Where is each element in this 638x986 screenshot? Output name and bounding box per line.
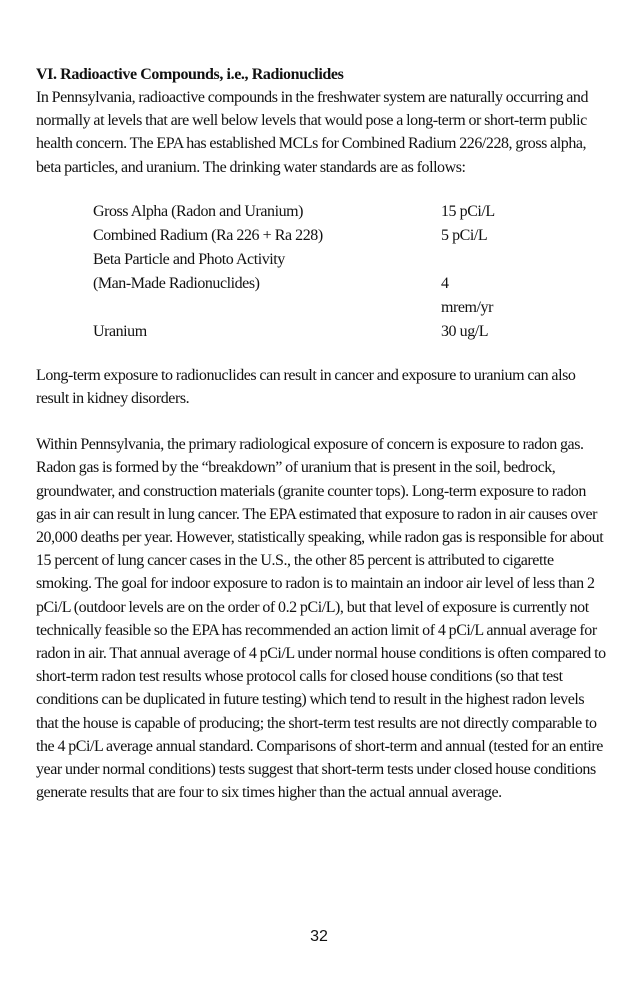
standard-value: 30 ug/L bbox=[441, 322, 489, 340]
standard-value: 15 pCi/L bbox=[441, 202, 495, 220]
standard-label: Uranium bbox=[93, 322, 147, 340]
intro-paragraph: In Pennsylvania, radioactive compounds in the freshwater system are naturally occurring and normally at levels that are well below levels that would pose a long-term or short-term public health concern. The EPA has established MCLs for Combined Radium 226/228, gross alpha, beta particles, and uranium. The drinking water standards are as follows: bbox=[36, 89, 589, 176]
standard-label: Combined Radium (Ra 226 + Ra 228) bbox=[93, 226, 323, 244]
standard-label: Gross Alpha (Radon and Uranium) bbox=[93, 202, 304, 220]
table-row bbox=[93, 320, 503, 344]
standard-value: 5 pCi/L bbox=[441, 226, 488, 244]
table-row bbox=[93, 248, 503, 272]
table-row bbox=[93, 224, 503, 248]
document-page bbox=[36, 63, 606, 804]
drinking-water-standards-table bbox=[93, 200, 503, 344]
section-heading: VI. Radioactive Compounds, i.e., Radionuclides bbox=[36, 66, 344, 83]
radon-paragraph: Within Pennsylvania, the primary radiological exposure of concern is exposure to radon gas. Radon gas is formed by the “breakdown” of uranium that is present in the soil, bedrock, groundwater, and construction materials (granite counter tops). Long-term exposure to radon gas in air can result in lung cancer. The EPA estimated that exposure to radon in air causes over 20,000 deaths per year. However, statistically speaking, while radon gas is responsible for about 15 percent of lung cancer cases in the U.S., the other 85 percent is attributed to cigarette smoking. The goal for indoor exposure to radon is to maintain an indoor air level of less than 2 pCi/L (outdoor levels are on the order of 0.2 pCi/L), but that level of exposure is currently not technically feasible so the EPA has recommended an action limit of 4 pCi/L annual average for radon in air. That annual average of 4 pCi/L under normal house conditions is often compared to short-term radon test results whose protocol calls for closed house conditions (so that test conditions can be duplicated in future testing) which tend to result in the highest radon levels that the house is capable of producing; the short-term test results are not directly comparable to the 4 pCi/L average annual standard. Comparisons of short-term and annual (tested for an entire year under normal conditions) tests suggest that short-term tests under closed house conditions generate results that are four to six times higher than the actual annual average. bbox=[36, 436, 606, 802]
table-row bbox=[93, 200, 503, 224]
standard-value: 4 mrem/yr bbox=[441, 274, 493, 316]
exposure-paragraph: Long-term exposure to radionuclides can result in cancer and exposure to uranium can also result in kidney disorders. bbox=[36, 366, 576, 408]
table-row bbox=[93, 272, 503, 320]
standard-label: (Man-Made Radionuclides) bbox=[93, 274, 260, 292]
standard-value bbox=[441, 248, 503, 272]
page-number: 32 bbox=[310, 928, 328, 945]
standard-label: Beta Particle and Photo Activity bbox=[93, 250, 285, 268]
